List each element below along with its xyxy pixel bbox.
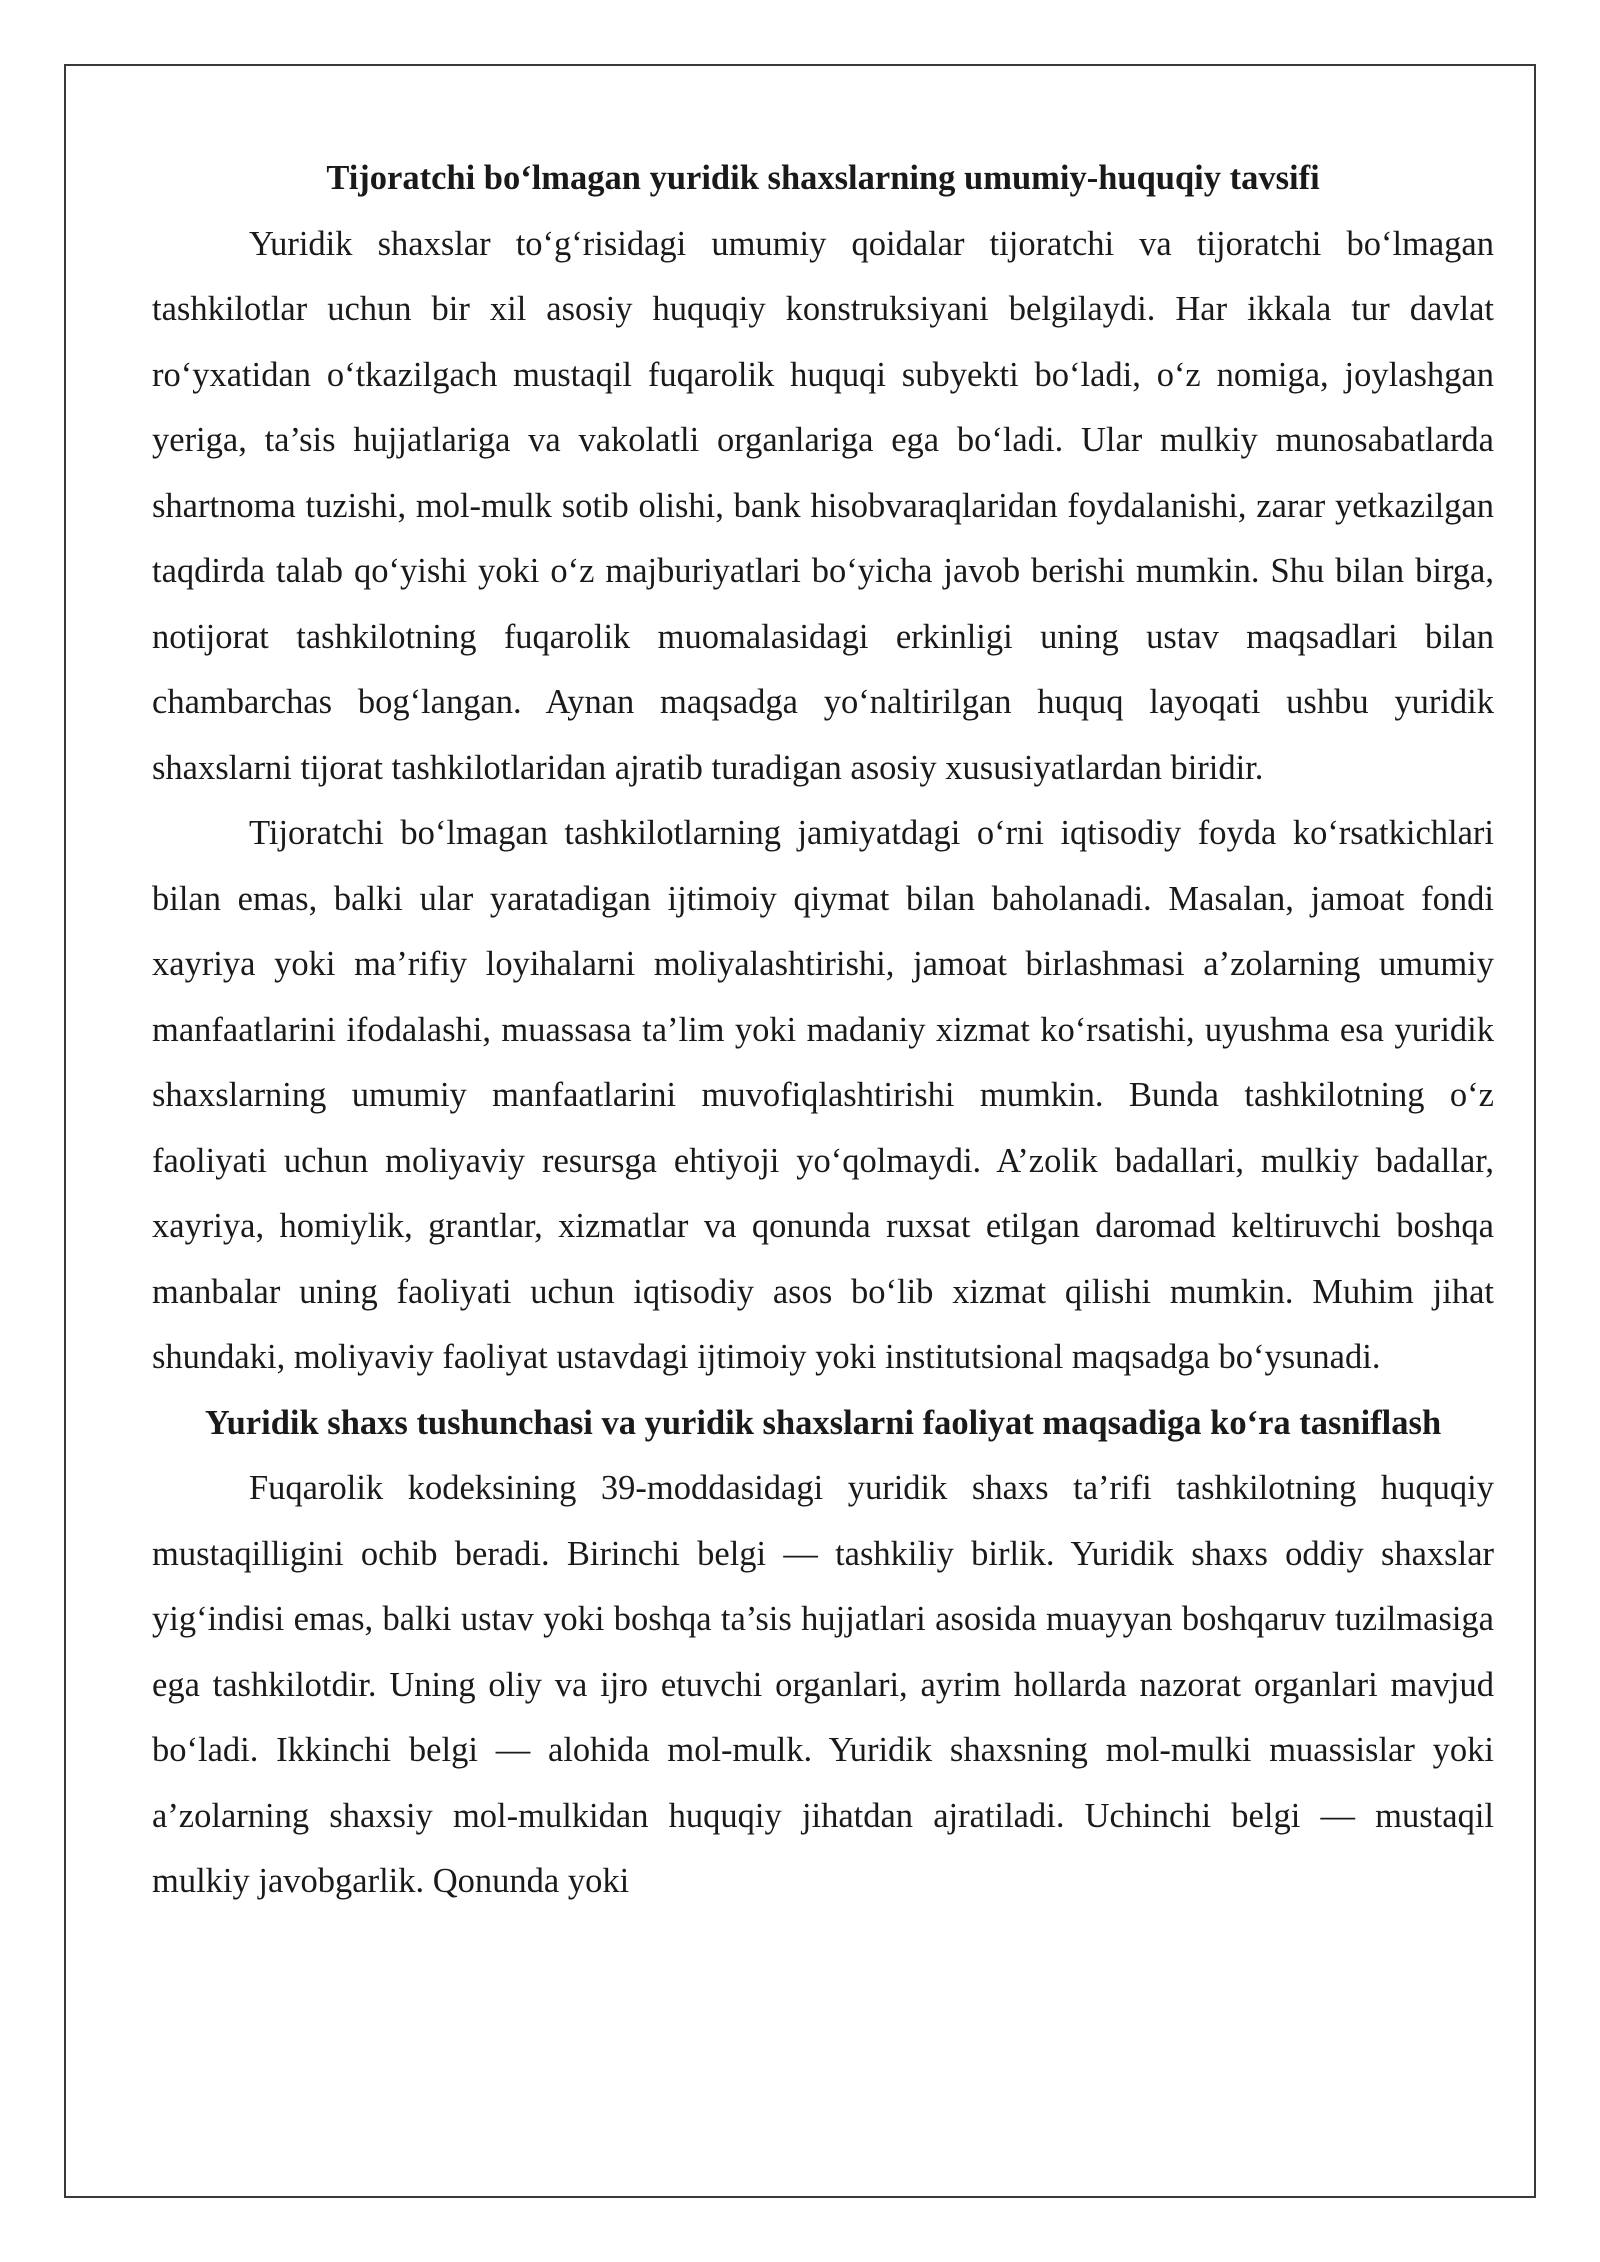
document-body	[152, 146, 1494, 1915]
section-heading-2: Yuridik shaxs tushunchasi va yuridik shaxslarni faoliyat maqsadiga ko‘ra tasniflash	[204, 1403, 1442, 1442]
section-heading-1: Tijoratchi bo‘lmagan yuridik shaxslarning umumiy-huquqiy tavsifi	[326, 159, 1320, 197]
paragraph-1: Yuridik shaxslar to‘g‘risidagi umumiy qoidalar tijoratchi va tijoratchi bo‘lmagan tashkilotlar uchun bir xil asosiy huquqiy konstruksiyani belgilaydi. Har ikkala tur davlat ro‘yxatidan o‘tkazilgach mustaqil fuqarolik huquqi subyekti bo‘ladi, o‘z nomiga, joylashgan yeriga, ta’sis hujjatlariga va vakolatli organlariga ega bo‘ladi. Ular mulkiy munosabatlarda shartnoma tuzishi, mol-mulk sotib olishi, bank hisobvaraqlaridan foydalanishi, zarar yetkazilgan taqdirda talab qo‘yishi yoki o‘z majburiyatlari bo‘yicha javob berishi mumkin. Shu bilan birga, notijorat tashkilotning fuqarolik muomalasidagi erkinligi uning ustav maqsadlari bilan chambarchas bog‘langan. Aynan maqsadga yo‘naltirilgan huquq layoqati ushbu yuridik shaxslarni tijorat tashkilotlaridan ajratib turadigan asosiy xususiyatlardan biridir.	[152, 224, 1494, 787]
paragraph-2: Tijoratchi bo‘lmagan tashkilotlarning jamiyatdagi o‘rni iqtisodiy foyda ko‘rsatkichlari bilan emas, balki ular yaratadigan ijtimoiy qiymat bilan baholanadi. Masalan, jamoat fondi xayriya yoki ma’rifiy loyihalarni moliyalashtirishi, jamoat birlashmasi a’zolarning umumiy manfaatlarini ifodalashi, muassasa ta’lim yoki madaniy xizmat ko‘rsatishi, uyushma esa yuridik shaxslarning umumiy manfaatlarini muvofiqlashtirishi mumkin. Bunda tashkilotning o‘z faoliyati uchun moliyaviy resursga ehtiyoji yo‘qolmaydi. A’zolik badallari, mulkiy badallar, xayriya, homiylik, grantlar, xizmatlar va qonunda ruxsat etilgan daromad keltiruvchi boshqa manbalar uning faoliyati uchun iqtisodiy asos bo‘lib xizmat qilishi mumkin. Muhim jihat shundaki, moliyaviy faoliyat ustavdagi ijtimoiy yoki institutsional maqsadga bo‘ysunadi.	[152, 814, 1494, 1376]
paragraph-3: Fuqarolik kodeksining 39-moddasidagi yuridik shaxs ta’rifi tashkilotning huquqiy mustaqilligini ochib beradi. Birinchi belgi — tashkiliy birlik. Yuridik shaxs oddiy shaxslar yig‘indisi emas, balki ustav yoki boshqa ta’sis hujjatlari asosida muayyan boshqaruv tuzilmasiga ega tashkilotdir. Uning oliy va ijro etuvchi organlari, ayrim hollarda nazorat organlari mavjud bo‘ladi. Ikkinchi belgi — alohida mol-mulk. Yuridik shaxsning mol-mulki muassislar yoki a’zolarning shaxsiy mol-mulkidan huquqiy jihatdan ajratiladi. Uchinchi belgi — mustaqil mulkiy javobgarlik. Qonunda yoki	[152, 1469, 1494, 1900]
